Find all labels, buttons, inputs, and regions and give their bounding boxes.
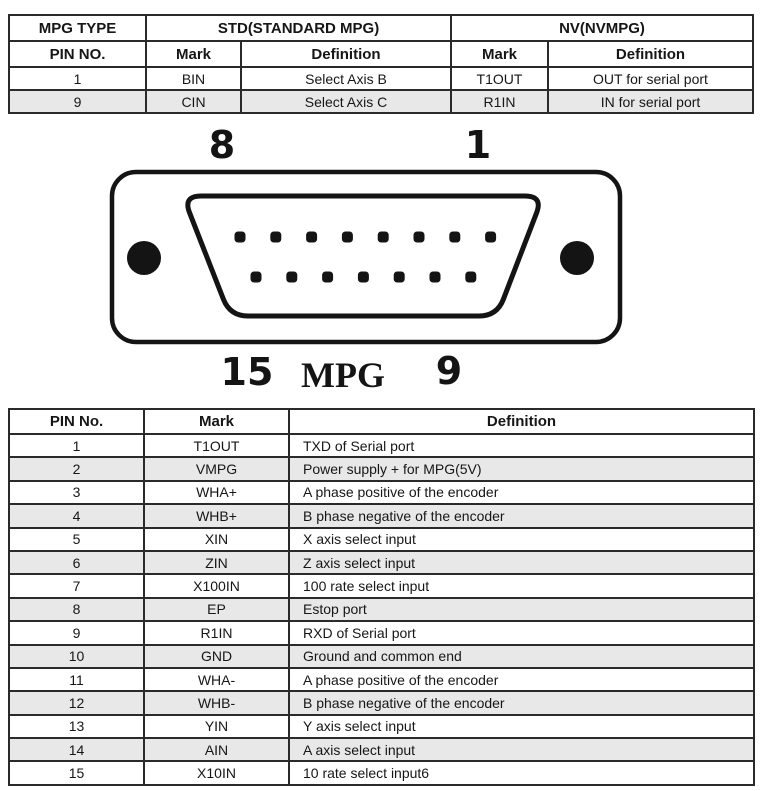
cell-definition: 100 rate select input xyxy=(289,574,754,597)
cell-definition: TXD of Serial port xyxy=(289,434,754,457)
table-row xyxy=(9,668,754,691)
cell-definition: Ground and common end xyxy=(289,645,754,668)
cell-pin-no: 12 xyxy=(9,691,144,714)
cell-mark: CIN xyxy=(146,90,241,113)
cell-mark: BIN xyxy=(146,67,241,90)
mpg-connector-title: MPG xyxy=(301,355,385,395)
nv-mpg-header: NV(NVMPG) xyxy=(451,15,753,41)
cell-definition: X axis select input xyxy=(289,528,754,551)
cell-definition: B phase negative of the encoder xyxy=(289,504,754,527)
table-row xyxy=(9,738,754,761)
pin-contact xyxy=(485,232,496,243)
pin-contact xyxy=(430,272,441,283)
cell-mark: WHA- xyxy=(144,668,289,691)
cell-mark: YIN xyxy=(144,715,289,738)
table-row xyxy=(9,481,754,504)
mounting-hole-right xyxy=(560,241,594,275)
cell-pin-no: 14 xyxy=(9,738,144,761)
nv-definition-header: Definition xyxy=(548,41,753,67)
cell-pin-no: 11 xyxy=(9,668,144,691)
connector-d-opening xyxy=(188,196,538,316)
cell-mark: VMPG xyxy=(144,457,289,480)
table-row xyxy=(9,645,754,668)
mounting-hole-left xyxy=(127,241,161,275)
cell-pin-no: 2 xyxy=(9,457,144,480)
pin-contact xyxy=(322,272,333,283)
std-mark-header: Mark xyxy=(146,41,241,67)
pin-definition-table xyxy=(8,408,755,786)
cell-definition: B phase negative of the encoder xyxy=(289,691,754,714)
pin-contact xyxy=(306,232,317,243)
table-row xyxy=(9,621,754,644)
cell-definition: Select Axis C xyxy=(241,90,451,113)
table-row xyxy=(9,434,754,457)
pin-contact xyxy=(358,272,369,283)
std-mpg-header: STD(STANDARD MPG) xyxy=(146,15,451,41)
cell-definition: 10 rate select input6 xyxy=(289,761,754,784)
cell-definition: Estop port xyxy=(289,598,754,621)
pin-contact xyxy=(378,232,389,243)
cell-mark: WHB- xyxy=(144,691,289,714)
cell-pin-no: 13 xyxy=(9,715,144,738)
cell-mark: T1OUT xyxy=(144,434,289,457)
cell-mark: T1OUT xyxy=(451,67,548,90)
cell-mark: AIN xyxy=(144,738,289,761)
table-row xyxy=(9,504,754,527)
pin-contact xyxy=(449,232,460,243)
cell-definition: Power supply + for MPG(5V) xyxy=(289,457,754,480)
cell-definition: A phase positive of the encoder xyxy=(289,481,754,504)
mpg-type-header: MPG TYPE xyxy=(9,15,146,41)
table-row xyxy=(9,551,754,574)
cell-mark: R1IN xyxy=(144,621,289,644)
table-row xyxy=(9,574,754,597)
pin-contact xyxy=(465,272,476,283)
cell-pin-no: 7 xyxy=(9,574,144,597)
cell-mark: WHA+ xyxy=(144,481,289,504)
pin-contact xyxy=(235,232,246,243)
pin-15-label: 15 xyxy=(220,350,274,394)
cell-mark: GND xyxy=(144,645,289,668)
table-header-row xyxy=(9,409,754,434)
cell-pin-no: 15 xyxy=(9,761,144,784)
cell-definition: Y axis select input xyxy=(289,715,754,738)
pin-contact xyxy=(286,272,297,283)
cell-mark: X100IN xyxy=(144,574,289,597)
pin-contact xyxy=(414,232,425,243)
table-row xyxy=(9,598,754,621)
cell-pin-no: 1 xyxy=(9,434,144,457)
mark-header: Mark xyxy=(144,409,289,434)
pin-contact xyxy=(251,272,262,283)
pin-1-label: 1 xyxy=(464,123,492,167)
pin-contact xyxy=(342,232,353,243)
pin-no-header: PIN No. xyxy=(9,409,144,434)
table-row xyxy=(9,761,754,784)
cell-pin-no: 10 xyxy=(9,645,144,668)
cell-definition: Select Axis B xyxy=(241,67,451,90)
cell-pin-no: 4 xyxy=(9,504,144,527)
cell-definition: OUT for serial port xyxy=(548,67,753,90)
table-row xyxy=(9,528,754,551)
cell-mark: X10IN xyxy=(144,761,289,784)
cell-definition: IN for serial port xyxy=(548,90,753,113)
cell-mark: WHB+ xyxy=(144,504,289,527)
cell-mark: R1IN xyxy=(451,90,548,113)
pin-contact xyxy=(394,272,405,283)
cell-pin-no: 3 xyxy=(9,481,144,504)
table-row xyxy=(9,691,754,714)
std-definition-header: Definition xyxy=(241,41,451,67)
cell-pin-no: 1 xyxy=(9,67,146,90)
cell-pin-no: 9 xyxy=(9,90,146,113)
cell-definition: A phase positive of the encoder xyxy=(289,668,754,691)
cell-mark: EP xyxy=(144,598,289,621)
cell-pin-no: 5 xyxy=(9,528,144,551)
cell-definition: A axis select input xyxy=(289,738,754,761)
nv-mark-header: Mark xyxy=(451,41,548,67)
pin-8-label: 8 xyxy=(208,123,236,167)
pin-9-label: 9 xyxy=(435,349,463,393)
cell-definition: Z axis select input xyxy=(289,551,754,574)
pin-contact xyxy=(270,232,281,243)
cell-pin-no: 8 xyxy=(9,598,144,621)
table-row xyxy=(9,715,754,738)
cell-pin-no: 6 xyxy=(9,551,144,574)
definition-header: Definition xyxy=(289,409,754,434)
cell-mark: XIN xyxy=(144,528,289,551)
cell-definition: RXD of Serial port xyxy=(289,621,754,644)
pin-no-header: PIN NO. xyxy=(9,41,146,67)
cell-pin-no: 9 xyxy=(9,621,144,644)
table-row xyxy=(9,457,754,480)
cell-mark: ZIN xyxy=(144,551,289,574)
